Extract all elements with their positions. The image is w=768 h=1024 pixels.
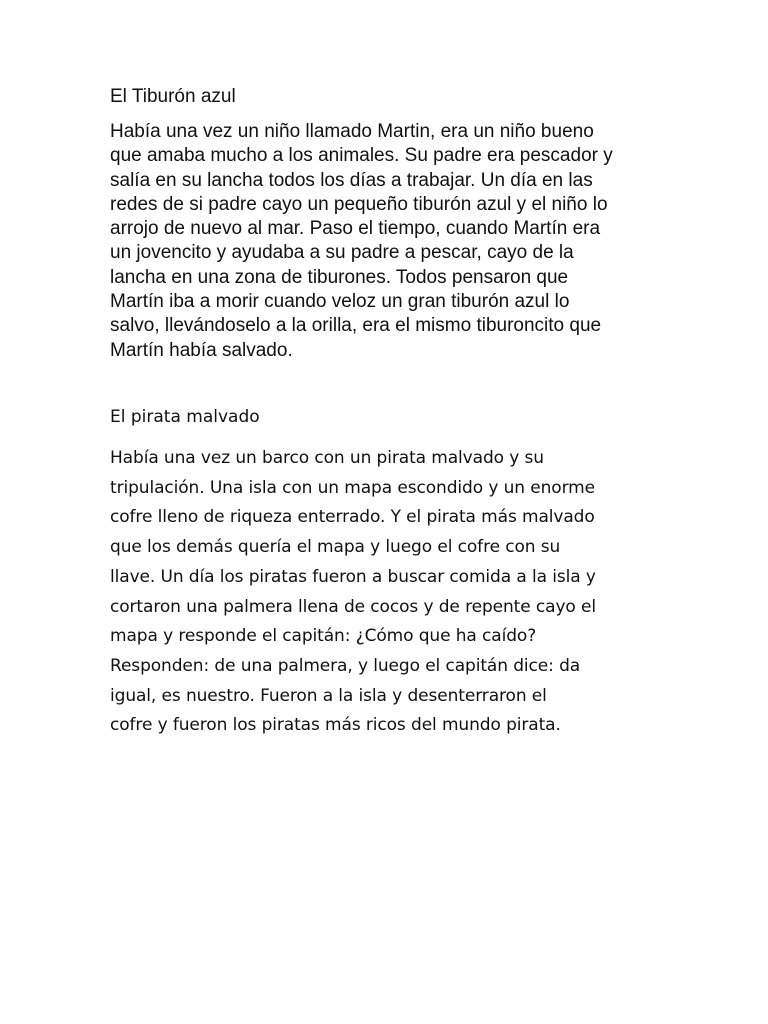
story-line: igual, es nuestro. Fueron a la isla y desenterraron el: [110, 685, 547, 706]
story-title: El Tiburón azul: [110, 86, 236, 107]
story-line: salvo, llevándoselo a la orilla, era el mismo tiburoncito que: [110, 315, 602, 337]
story-line: que los demás quería el mapa y luego el cofre con su: [110, 537, 561, 558]
story-line: Había una vez un niño llamado Martin, era un niño bueno: [110, 121, 594, 142]
story-tiburon-azul: [110, 84, 670, 363]
story-line: redes de si padre cayo un pequeño tiburón azul y el niño lo: [110, 193, 608, 215]
story-line: tripulación. Una isla con un mapa escondido y un enorme: [110, 477, 595, 498]
story-line: cortaron una palmera llena de cocos y de repente cayo el: [110, 596, 597, 617]
story-line: Responden: de una palmera, y luego el capitán dice: da: [110, 655, 581, 676]
story-title: El pirata malvado: [110, 407, 260, 427]
story-line: mapa y responde el capitán: ¿Cómo que ha caído?: [110, 626, 537, 647]
story-line: Martín había salvado.: [110, 339, 293, 361]
story-line: Martín iba a morir cuando veloz un gran tiburón azul lo: [110, 291, 570, 313]
story-body: [110, 120, 670, 363]
story-pirata-malvado: [110, 404, 690, 741]
story-line: cofre lleno de riqueza enterrado. Y el pirata más malvado: [110, 507, 595, 528]
story-line: un jovencito y ayudaba a su padre a pescar, cayo de la: [110, 242, 574, 264]
story-line: llave. Un día los piratas fueron a buscar comida a la isla y: [110, 566, 596, 587]
story-body: [110, 444, 690, 741]
story-line: Había una vez un barco con un pirata malvado y su: [110, 448, 544, 468]
story-line: cofre y fueron los piratas más ricos del mundo pirata.: [110, 715, 561, 736]
story-line: que amaba mucho a los animales. Su padre era pescador y: [110, 145, 613, 167]
story-line: salía en su lancha todos los días a trabajar. Un día en las: [110, 169, 593, 191]
story-line: arrojo de nuevo al mar. Paso el tiempo, cuando Martín era: [110, 218, 601, 240]
story-line: lancha en una zona de tiburones. Todos pensaron que: [110, 266, 569, 288]
